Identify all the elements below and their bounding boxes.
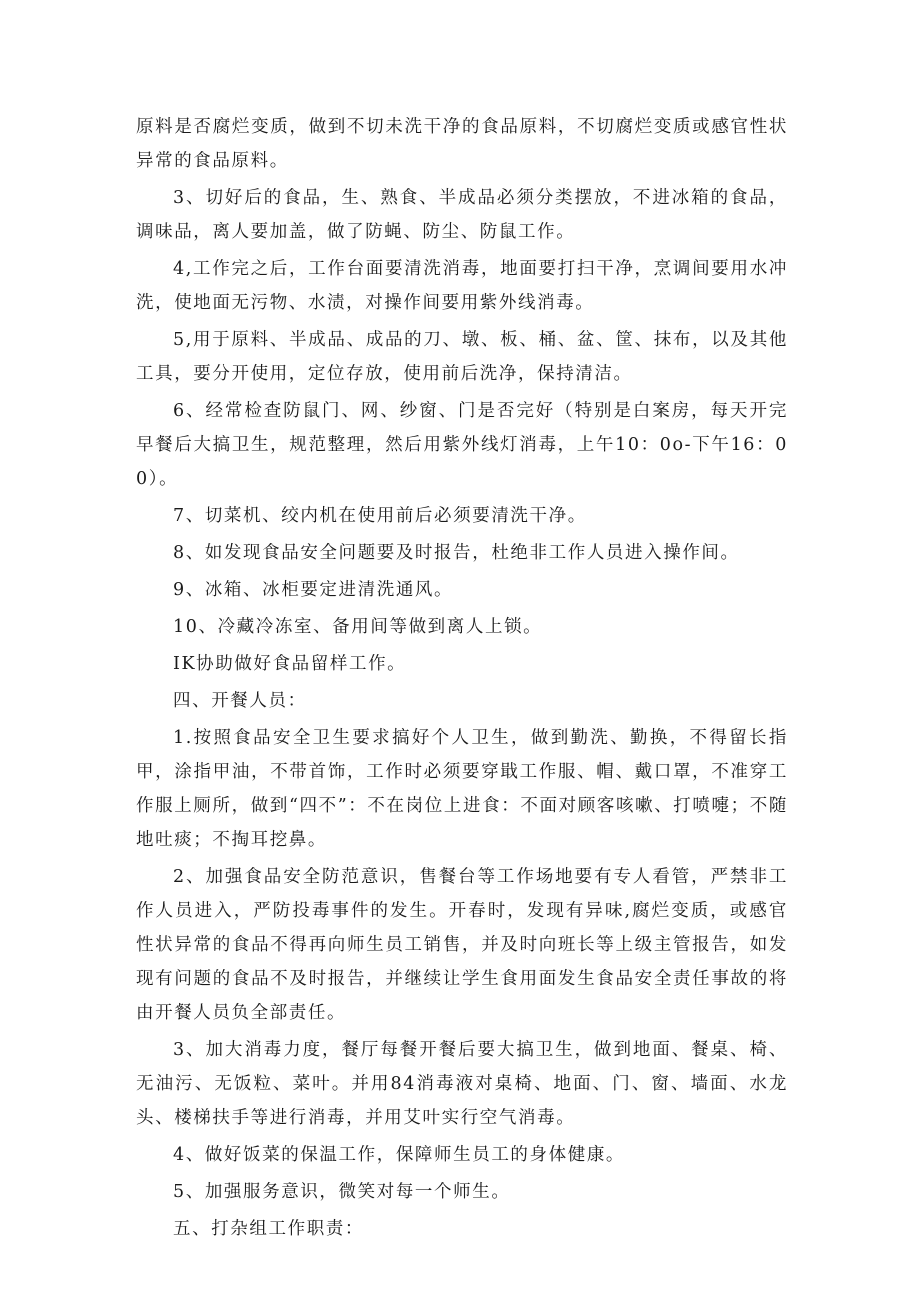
- paragraph-item-10: 10、冷藏冷冻室、备用间等做到离人上锁。: [173, 617, 543, 637]
- paragraph-item-3: 3、切好后的食品，生、熟食、半成品必须分类摆放，不进冰箱的食品，调味品，离人要加盖，做了防蝇、防尘、防鼠工作。: [136, 188, 788, 242]
- paragraph-continuation: 原料是否腐烂变质，做到不切未洗干净的食品原料，不切腐烂变质或感官性状异常的食品原料。: [136, 117, 788, 171]
- paragraph-item-9: 9、冰箱、冰柜要定进清洗通风。: [173, 580, 454, 600]
- paragraph-item-8: 8、如发现食品安全问题要及时报告，杜绝非工作人员进入操作间。: [173, 543, 740, 563]
- paragraph-item-7: 7、切菜机、绞内机在使用前后必须要清洗干净。: [173, 506, 587, 526]
- paragraph-item-4: 4,工作完之后，工作台面要清洗消毒，地面要打扫干净，烹调间要用水冲洗，使地面无污物、水渍，对操作间要用紫外线消毒。: [136, 259, 788, 313]
- paragraph-item-6: 6、经常检查防鼠门、网、纱窗、门是否完好（特别是白案房，每天开完早餐后大搞卫生，规范整理，然后用紫外线灯消毒，上午10：0o-下午16：00）。: [136, 401, 788, 489]
- paragraph-serving-5: 5、加强服务意识，微笑对每一个师生。: [173, 1182, 511, 1202]
- paragraph-item-5: 5,用于原料、半成品、成品的刀、墩、板、桶、盆、筐、抹布，以及其他工具，要分开使用，定位存放，使用前后洗净，保持清洁。: [136, 330, 788, 384]
- paragraph-item-11: IK协助做好食品留样工作。: [173, 654, 407, 674]
- paragraph-serving-3: 3、加大消毒力度，餐厅每餐开餐后要大搞卫生，做到地面、餐桌、椅、无油污、无饭粒、菜叶。并用84消毒液对桌椅、地面、门、窗、墙面、水龙头、楼梯扶手等进行消毒，并用艾叶实行空气消毒。: [136, 1040, 788, 1128]
- section-heading-misc-duties: 五、打杂组工作职责：: [173, 1219, 364, 1239]
- paragraph-serving-2: 2、加强食品安全防范意识，售餐台等工作场地要有专人看管，严禁非工作人员进入，严防投毒事件的发生。开春时，发现有异味,腐烂变质，或感官性状异常的食品不得再向师生员工销售，并及时向班长等上级主管报告，如发现有问题的食品不及时报告，并继续让学生食用面发生食品安全责任事故的将由开餐人员负全部责任。: [136, 867, 788, 1023]
- paragraph-serving-4: 4、做好饭菜的保温工作，保障师生员工的身体健康。: [173, 1145, 626, 1165]
- section-heading-serving-staff: 四、开餐人员：: [173, 691, 307, 711]
- paragraph-serving-1: 1.按照食品安全卫生要求搞好个人卫生，做到勤洗、勤换，不得留长指甲，涂指甲油，不带首饰，工作时必须要穿戢工作服、帽、戴口罩，不准穿工作服上厕所，做到“四不”：不在岗位上进食：不面对顾客咳嗽、打喷嚏；不随地吐痰；不掏耳挖鼻。: [136, 728, 788, 850]
- document-page: [136, 110, 788, 1249]
